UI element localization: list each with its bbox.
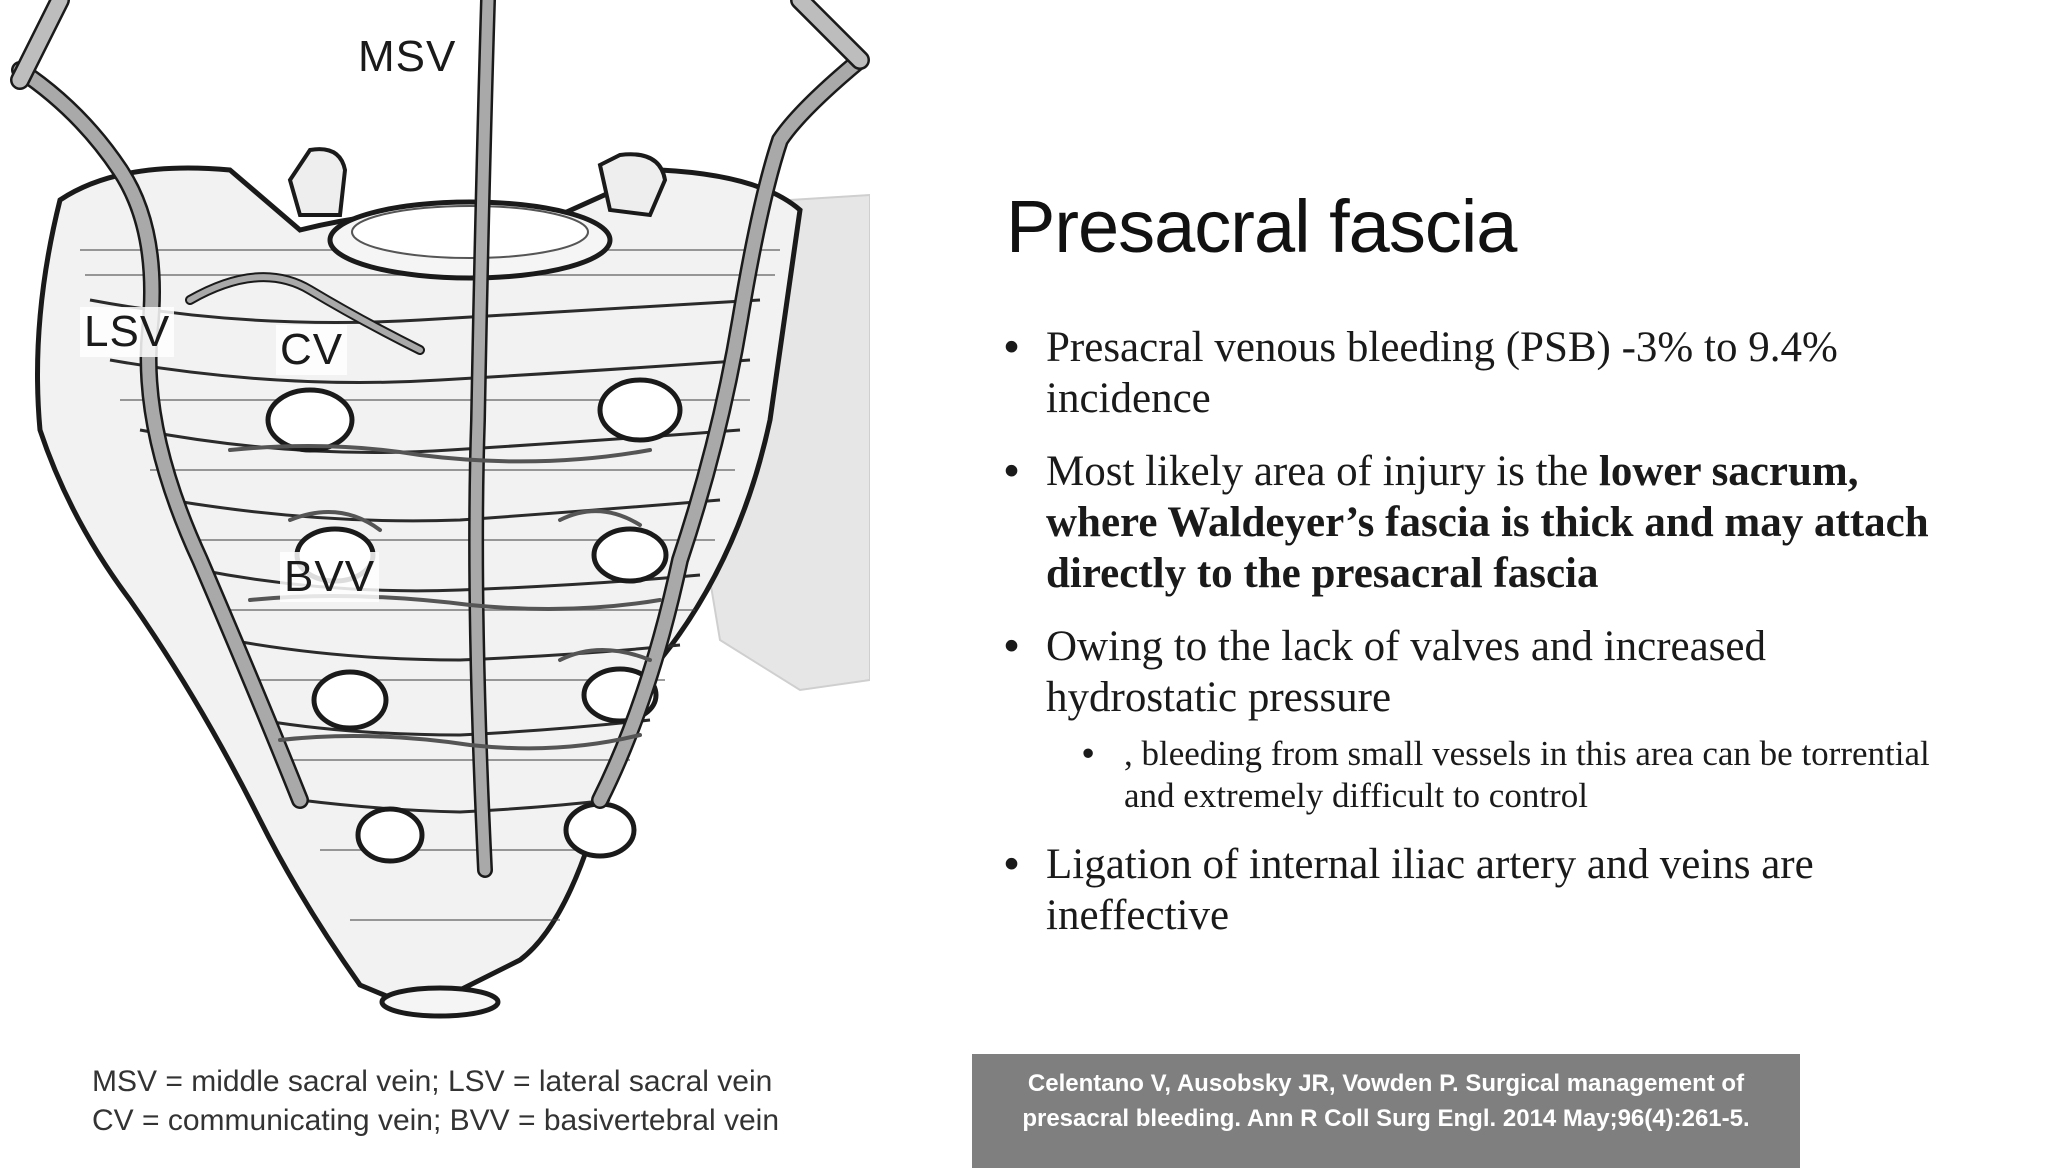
lsv-label: LSV — [80, 307, 174, 357]
citation-line: Celentano V, Ausobsky JR, Vowden P. Surgical management of — [1027, 1070, 1745, 1097]
caption-line: CV = communicating vein; BVV = basivertebral vein — [92, 1104, 779, 1137]
bullet-list — [1004, 322, 1964, 963]
bullet-text: Ligation of internal iliac artery and veins are ineffective — [1046, 841, 1814, 939]
bvv-label: BVV — [280, 552, 379, 602]
bullet-bold-text: lower sacrum, where Waldeyer’s fascia is thick and may attach directly to the presacral fascia — [1046, 448, 1929, 597]
bullet-item — [1004, 322, 1964, 424]
citation-line: presacral bleeding. Ann R Coll Surg Engl. 2014 May;96(4):261-5. — [1022, 1105, 1750, 1132]
sub-bullet-text: , bleeding from small vessels in this area can be torrential and extremely difficult to control — [1124, 734, 1930, 815]
bullet-item — [1004, 446, 1964, 599]
bullet-text: Owing to the lack of valves and increased hydrostatic pressure — [1046, 623, 1766, 721]
bullet-item — [1004, 839, 1964, 941]
sub-bullet-item — [1082, 733, 1964, 817]
caption-line: MSV = middle sacral vein; LSV = lateral sacral vein — [92, 1065, 773, 1098]
figure-caption — [92, 1062, 872, 1140]
citation-box — [972, 1054, 1800, 1168]
bullet-text: Presacral venous bleeding (PSB) -3% to 9.4% incidence — [1046, 324, 1838, 422]
msv-label: MSV — [358, 32, 457, 81]
bullet-text: Most likely area of injury is the — [1046, 448, 1599, 495]
sacrum-drawing — [0, 0, 870, 1050]
bullet-item — [1004, 621, 1964, 723]
sacrum-venous-illustration — [0, 0, 870, 1152]
cv-label: CV — [276, 325, 347, 375]
slide-title: Presacral fascia — [1006, 185, 1517, 268]
